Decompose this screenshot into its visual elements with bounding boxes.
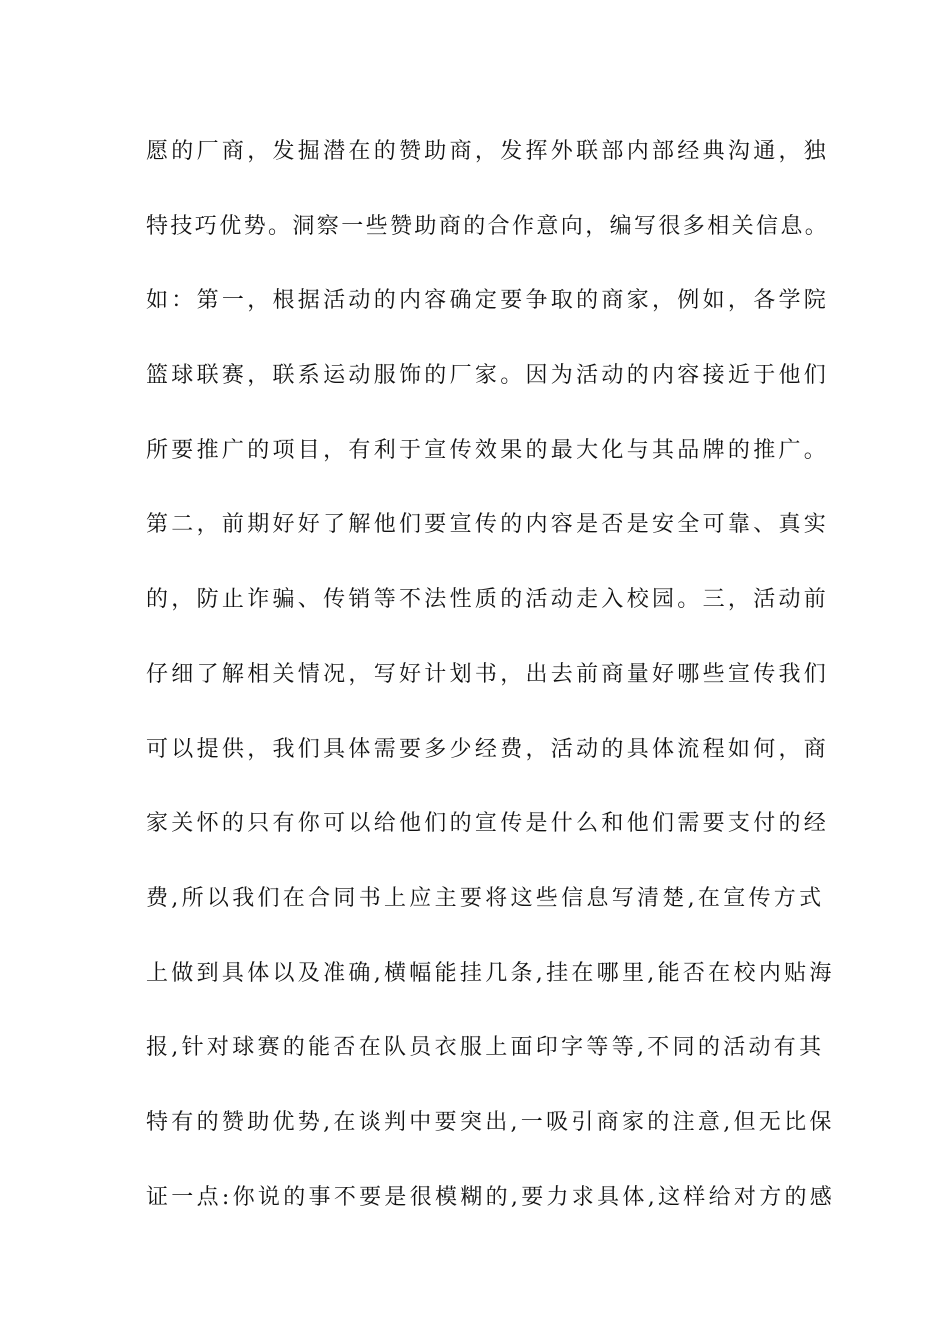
text-line: 特技巧优势。洞察一些赞助商的合作意向，编写很多相关信息。 (146, 213, 830, 239)
text-line: 的，防止诈骗、传销等不法性质的活动走入校园。三，活动前 (146, 587, 830, 613)
text-line: 特有的赞助优势,在谈判中要突出,一吸引商家的注意,但无比保 (146, 1109, 835, 1135)
text-line: 愿的厂商，发掘潜在的赞助商，发挥外联部内部经典沟通，独 (146, 139, 830, 164)
text-line: 上做到具体以及准确,横幅能挂几条,挂在哪里,能否在校内贴海 (146, 960, 835, 986)
text-line: 证一点:你说的事不要是很模糊的,要力求具体,这样给对方的感 (146, 1184, 836, 1210)
text-line: 家关怀的只有你可以给他们的宣传是什么和他们需要支付的经 (146, 811, 830, 837)
text-line: 费,所以我们在合同书上应主要将这些信息写清楚,在宣传方式 (146, 885, 825, 911)
text-line: 仔细了解相关情况，写好计划书，出去前商量好哪些宣传我们 (146, 661, 830, 687)
body-text (146, 130, 836, 1250)
text-line: 所要推广的项目，有利于宣传效果的最大化与其品牌的推广。 (146, 437, 830, 463)
text-line: 报,针对球赛的能否在队员衣服上面印字等等,不同的活动有其 (146, 1035, 825, 1061)
text-line: 篮球联赛，联系运动服饰的厂家。因为活动的内容接近于他们 (146, 363, 830, 389)
text-line: 如：第一，根据活动的内容确定要争取的商家，例如，各学院 (146, 288, 830, 314)
text-line: 第二，前期好好了解他们要宣传的内容是否是安全可靠、真实 (146, 512, 830, 538)
text-line: 可以提供，我们具体需要多少经费，活动的具体流程如何，商 (146, 736, 830, 762)
